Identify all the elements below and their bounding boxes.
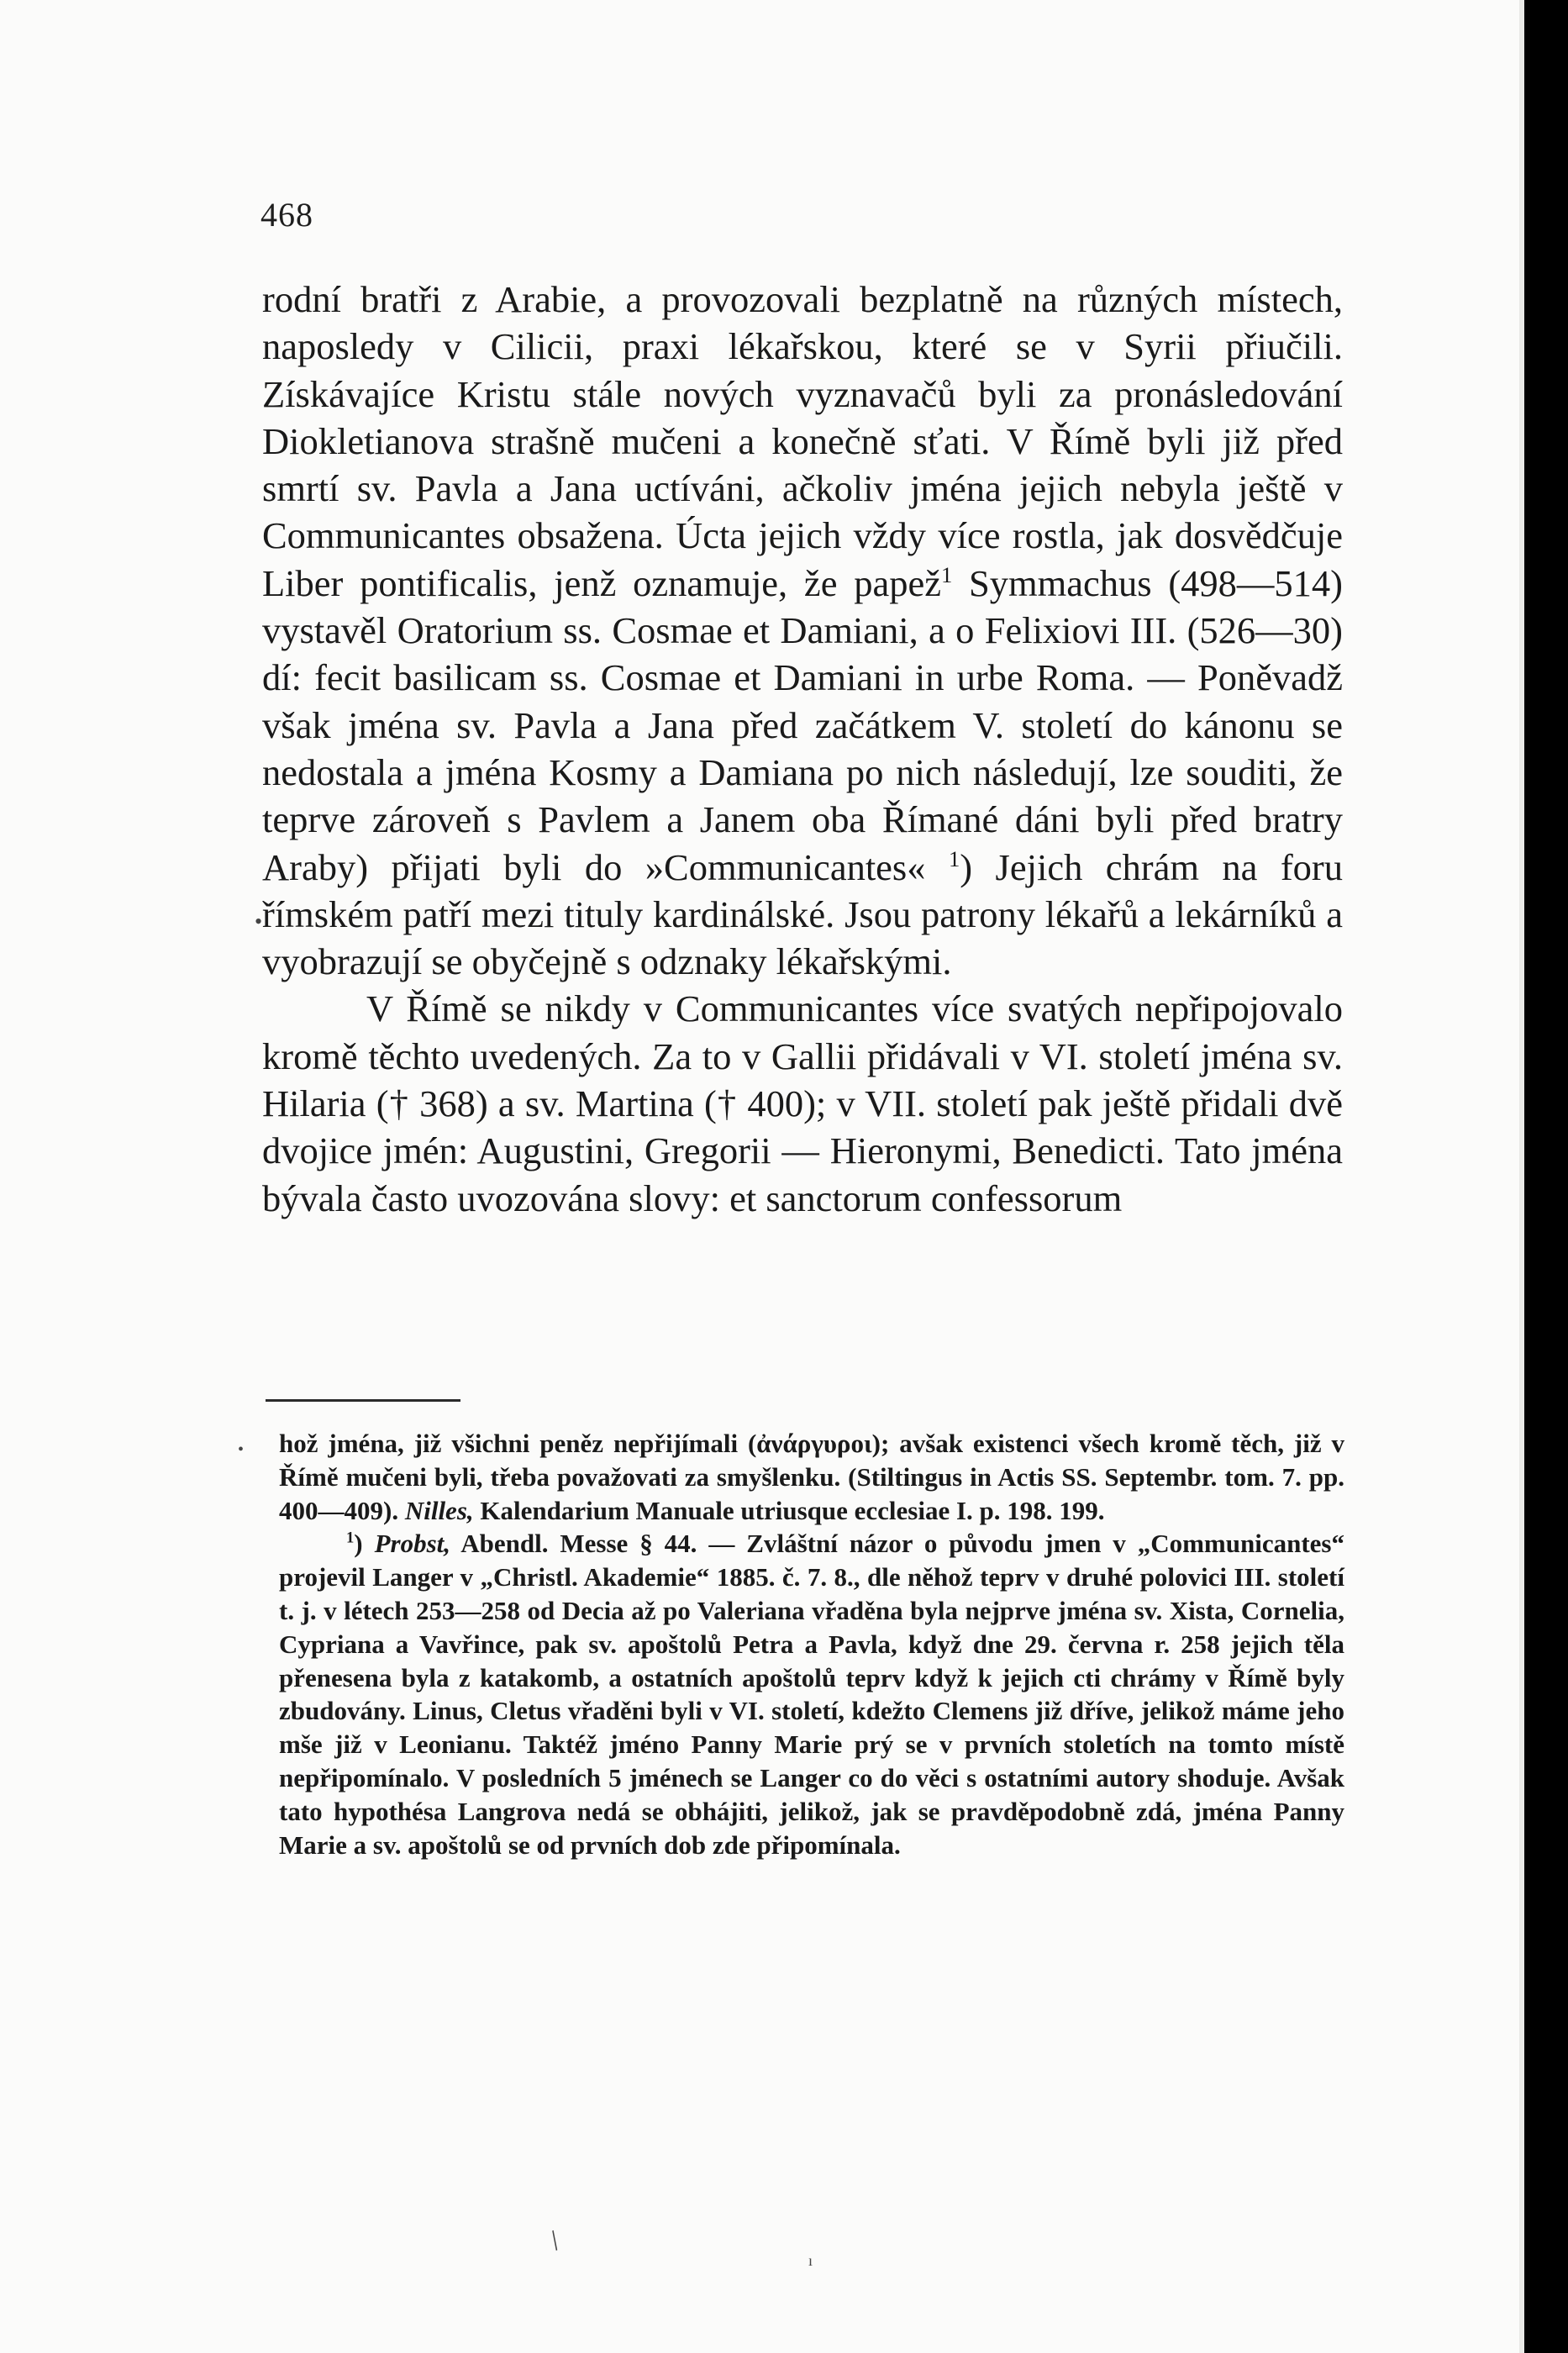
footnote-divider	[266, 1399, 460, 1402]
footnote-marker: 1	[940, 561, 953, 587]
main-paragraph-1	[262, 276, 1343, 985]
stray-mark: ı	[808, 2252, 813, 2269]
footnote-continuation	[279, 1427, 1344, 1527]
footnote-continuation-text: hož jména, již všichni peněz nepřijímali (ἀνάργυροι); avšak existenci všech kromě těch, již v Římě mučeni byli, třeba považovati za smyšlenku. (Stiltingus in Actis SS. Septembr. tom. 7. pp. 400—409).	[279, 1429, 1344, 1525]
margin-dot: •	[238, 1440, 245, 1459]
footnotes-block	[279, 1427, 1344, 1861]
main-paragraph-2: V Římě se nikdy v Communicantes více svatých nepřipojovalo kromě těchto uvedených. Za to v Gallii přidávali v VI. století jména sv. Hilaria († 368) a sv. Martina († 400); v VII. století pak ještě přidali dvě dvojice jmén: Augustini, Gregorii — Hieronymi, Benedicti. Tato jména bývala často uvozována slovy: et sanctorum confessorum	[262, 987, 1343, 1219]
footnote-continuation-end: Kalendarium Manuale utriusque ecclesiae I. p. 198. 199.	[473, 1495, 1105, 1525]
footnote-reference: 1	[948, 845, 960, 871]
main-text-block	[262, 276, 1343, 1222]
footnote-1-paren: )	[354, 1529, 375, 1559]
main-paragraph-1-text-c: ) Jejich chrám na foru římském patří mezi tituly kardinálské. Jsou patrony lékařů a lekárníků a vyobrazují se obyčejně s odznaky lékařskými.	[262, 845, 1344, 983]
footnote-1	[279, 1527, 1344, 1861]
author-nilles: Nilles,	[404, 1495, 474, 1525]
main-paragraph-1-text-a: rodní bratři z Arabie, a provozovali bezplatně na různých místech, naposledy v Cilicii, praxi lékařskou, které se v Syrii přiučili. Získávajíce Kristu stále nových vyznavačů byli za pronásledování Diokletianova strašně mučeni a konečně sťati. V Římě byli již před smrtí sv. Pavla a Jana uctíváni, ačkoliv jména jejich nebyla ještě v Communicantes obsažena. Úcta jejich vždy více rostla, jak dosvědčuje Liber pontificalis, jenž oznamuje, že papež	[262, 278, 1343, 604]
pencil-mark: /	[544, 2225, 566, 2256]
main-paragraph-1-text-b: Symmachus (498—514) vystavěl Oratorium ss. Cosmae et Damiani, a o Felixiovi III. (526—30) dí: fecit basilicam ss. Cosmae et Damiani in urbe Roma. — Poněvadž však jména sv. Pavla a Jana před začátkem V. století do kánonu se nedostala a jména Kosmy a Damiana po nich následují, lze souditi, že teprve zároveň s Pavlem a Janem oba Římané dáni byli před bratry Araby) přijati byli do »Communicantes«	[262, 561, 1343, 888]
footnote-1-number: 1	[346, 1529, 355, 1548]
margin-dot: •	[255, 909, 263, 934]
author-probst: Probst,	[374, 1529, 450, 1559]
page-edge	[1519, 0, 1524, 2353]
footnote-1-text: Abendl. Messe § 44. — Zvláštní názor o původu jmen v „Communicantes“ projevil Langer v „Christl. Akademie“ 1885. č. 7. 8., dle něhož teprv v druhé polovici III. století t. j. v létech 253—258 od Decia až po Valeriana vřaděna byla nejprve jména sv. Xista, Cornelia, Cypriana a Vavřince, pak sv. apoštolů Petra a Pavla, když dne 29. června r. 258 jejich těla přenesena byla z katakomb, a ostatních apoštolů teprv když k jejich cti chrámy v Římě byly zbudovány. Linus, Cletus vřaděni byli v VI. století, kdežto Clemens již dříve, jelikož máme jeho mše již v Leonianu. Taktéž jméno Panny Marie prý se v prvních stoletích na tomto místě nepřipomínalo. V posledních 5 jménech se Langer co do věci s ostatními autory shoduje. Avšak tato hypothésa Langrova nedá se obhájiti, jelikož, jak se pravděpodobně zdá, jména Panny Marie a sv. apoštolů se od prvních dob zde připomínala.	[279, 1529, 1344, 1860]
page-number: 468	[260, 196, 313, 234]
